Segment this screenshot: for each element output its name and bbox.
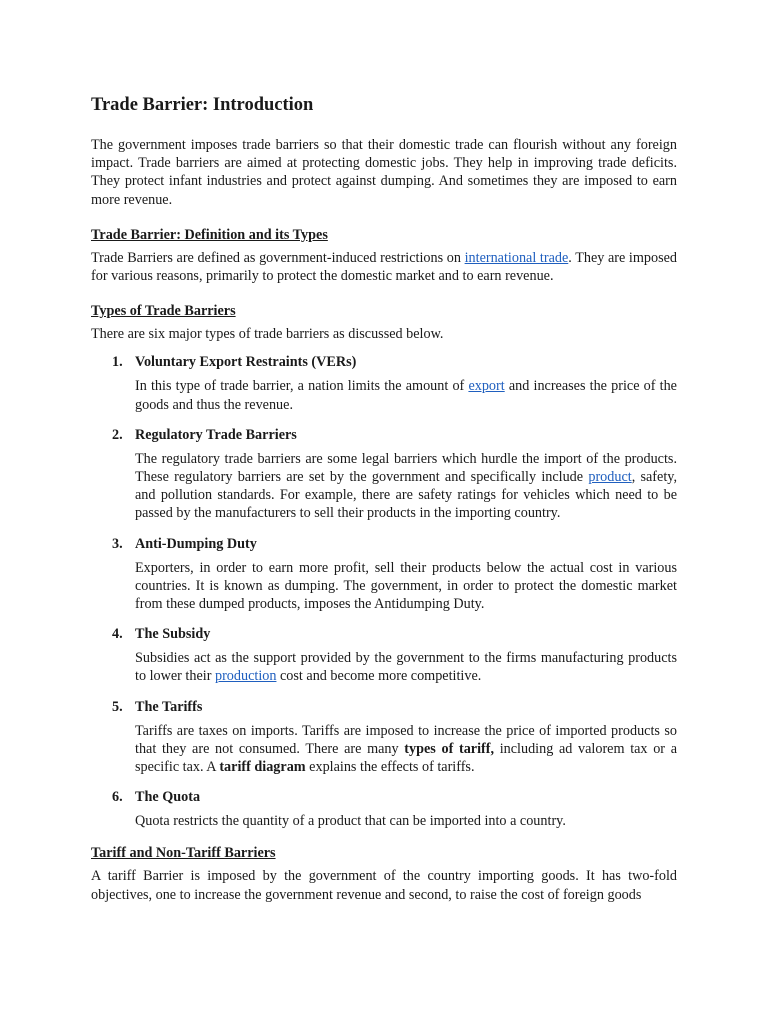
product-link[interactable]: product <box>588 469 632 486</box>
list-item-text <box>135 649 677 685</box>
list-item-title: Regulatory Trade Barriers <box>135 426 297 443</box>
text-segment: and increases the price of the goods and thus the revenue. <box>135 378 677 413</box>
list-item-text <box>135 450 677 523</box>
list-item-text: Exporters, in order to earn more profit, sell their products below the actual cost in various countries. It is known as dumping. The government, in order to protect the domestic market from these dumped products, imposes the Antidumping Duty. <box>135 559 677 613</box>
list-item-title: Anti-Dumping Duty <box>135 535 257 552</box>
list-item <box>91 788 677 830</box>
text-segment: cost and become more competitive. <box>276 668 482 685</box>
definition-paragraph <box>91 249 677 285</box>
list-item-number: 2. <box>112 426 123 443</box>
list-item <box>91 426 677 523</box>
definition-heading: Trade Barrier: Definition and its Types <box>91 226 328 243</box>
tariff-section-paragraph: A tariff Barrier is imposed by the government of the country importing goods. It has two-fold objectives, one to increase the government revenue and second, to raise the cost of foreign goods <box>91 868 677 903</box>
list-item <box>91 698 677 777</box>
list-item-title: The Tariffs <box>135 698 203 715</box>
document-title: Trade Barrier: Introduction <box>91 95 314 115</box>
text-segment: The regulatory trade barriers are some legal barriers which hurdle the import of the products. These regulatory barriers are set by the government and specifically include <box>135 450 677 486</box>
definition-text-after: . They are imposed for various reasons, primarily to protect the domestic market and to earn revenue. <box>91 249 677 285</box>
list-item-title: Voluntary Export Restraints (VERs) <box>135 354 357 371</box>
text-segment: , safety, and pollution standards. For example, there are safety ratings for vehicles which need to be passed by the manufacturers to sell their products in the importing country. <box>135 469 677 522</box>
text-segment: Subsidies act as the support provided by the government to the firms manufacturing products to lower their <box>135 650 677 685</box>
tariff-diagram-bold: tariff diagram <box>219 759 306 776</box>
international-trade-link[interactable]: international trade <box>464 249 569 266</box>
types-intro: There are six major types of trade barriers as discussed below. <box>91 326 444 343</box>
list-item-text <box>135 377 677 413</box>
types-heading: Types of Trade Barriers <box>91 303 236 320</box>
intro-paragraph: The government imposes trade barriers so that their domestic trade can flourish without any foreign impact. Trade barriers are aimed at protecting domestic jobs. They help in improving trade deficits. They protect infant industries and protect against dumping. And sometimes they are imposed to earn more revenue. <box>91 137 677 208</box>
trade-barrier-types-list <box>91 353 677 830</box>
text-segment: explains the effects of tariffs. <box>305 759 475 776</box>
document-page <box>91 90 677 904</box>
list-item-number: 1. <box>112 354 123 371</box>
list-item-text <box>135 722 677 777</box>
list-item-number: 6. <box>112 789 123 806</box>
text-segment: including ad valorem tax or a specific tax. A <box>135 740 677 776</box>
definition-text-before: Trade Barriers are defined as government-induced restrictions on <box>91 249 465 266</box>
export-link[interactable]: export <box>468 378 505 395</box>
text-segment: In this type of trade barrier, a nation limits the amount of <box>135 378 469 395</box>
list-item <box>91 353 677 413</box>
types-of-tariff-bold: types of tariff, <box>404 740 495 757</box>
list-item-number: 5. <box>112 698 123 715</box>
list-item-number: 4. <box>112 626 123 643</box>
tariff-section-heading: Tariff and Non-Tariff Barriers <box>91 845 276 862</box>
list-item-title: The Subsidy <box>135 626 211 643</box>
list-item-number: 3. <box>112 535 123 552</box>
list-item <box>91 535 677 614</box>
production-link[interactable]: production <box>214 668 277 685</box>
list-item-text: Quota restricts the quantity of a product that can be imported into a country. <box>135 813 566 830</box>
list-item-title: The Quota <box>135 789 201 806</box>
text-segment: Tariffs are taxes on imports. Tariffs are imposed to increase the price of imported products so that they are not consumed. There are many <box>135 722 677 757</box>
list-item <box>91 625 677 685</box>
